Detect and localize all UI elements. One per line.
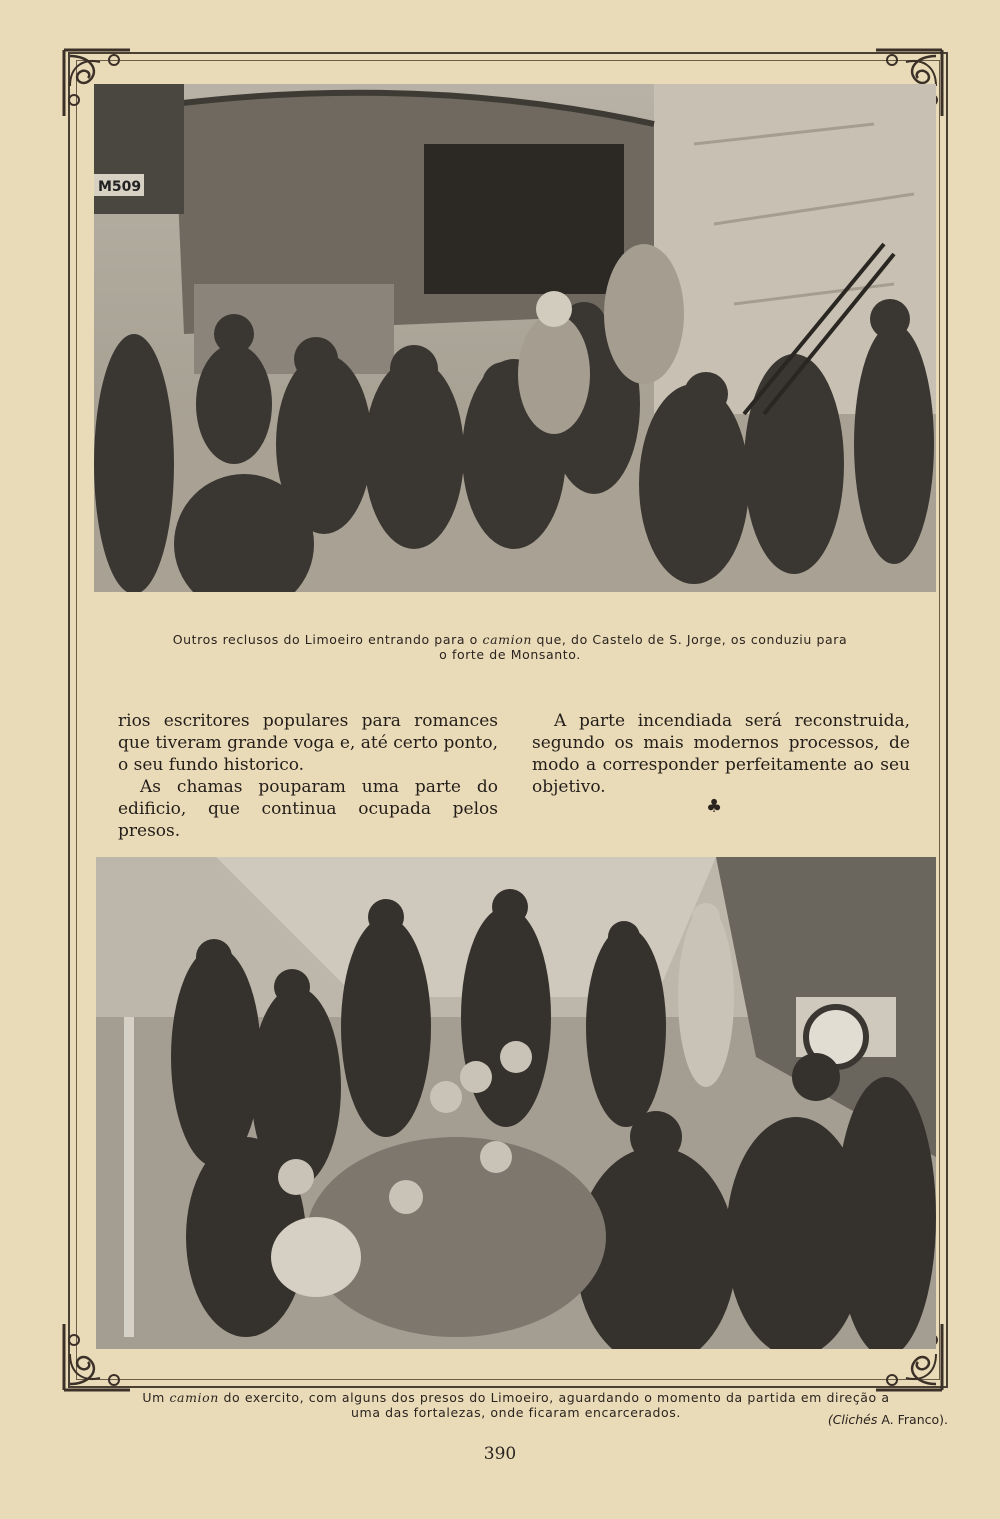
caption-bottom-text-1: Um: [142, 1390, 170, 1405]
caption-top-text-1: Outros reclusos do Limoeiro entrando para o: [172, 632, 483, 647]
photo-prisoners-boarding-truck: [94, 84, 936, 592]
bleed-through-text: [736, 814, 896, 834]
caption-bottom: [96, 1390, 936, 1420]
article-left-para2: As chamas pouparam uma parte do edificio, que continua ocupada pelos presos.: [118, 777, 498, 841]
caption-bottom-italic: camion: [169, 1390, 219, 1405]
page-number: 390: [483, 1444, 517, 1464]
caption-bottom-text-2: do exercito, com alguns dos presos do Limoeiro, aguardando o momento da partida em direção a: [218, 1390, 890, 1405]
caption-bottom-line2: uma das fortalezas, onde ficaram encarcerados.: [351, 1405, 681, 1420]
article-left-column: [118, 710, 498, 842]
truck-plate: M509: [98, 179, 142, 195]
photo-credit-italic: (Clichés: [827, 1412, 878, 1427]
article-right-column: [532, 710, 910, 798]
photo-army-truck-with-prisoners: [96, 857, 936, 1349]
caption-top: [100, 632, 920, 662]
caption-top-line2: o forte de Monsanto.: [439, 647, 581, 662]
caption-top-text-2: que, do Castelo de S. Jorge, os conduziu para: [531, 632, 848, 647]
photo-credit: [828, 1412, 948, 1427]
article-left-para1: rios escritores populares para romances que tiveram grande voga e, até certo ponto, o seu fundo historico.: [118, 711, 498, 775]
photo-credit-name: A. Franco).: [877, 1412, 948, 1427]
article-right-para1: A parte incendiada será reconstruida, segundo os mais modernos processos, de modo a corresponder perfeitamente ao seu objetivo.: [532, 711, 910, 797]
club-ornament: ♣: [706, 796, 723, 817]
caption-top-italic: camion: [482, 632, 532, 647]
